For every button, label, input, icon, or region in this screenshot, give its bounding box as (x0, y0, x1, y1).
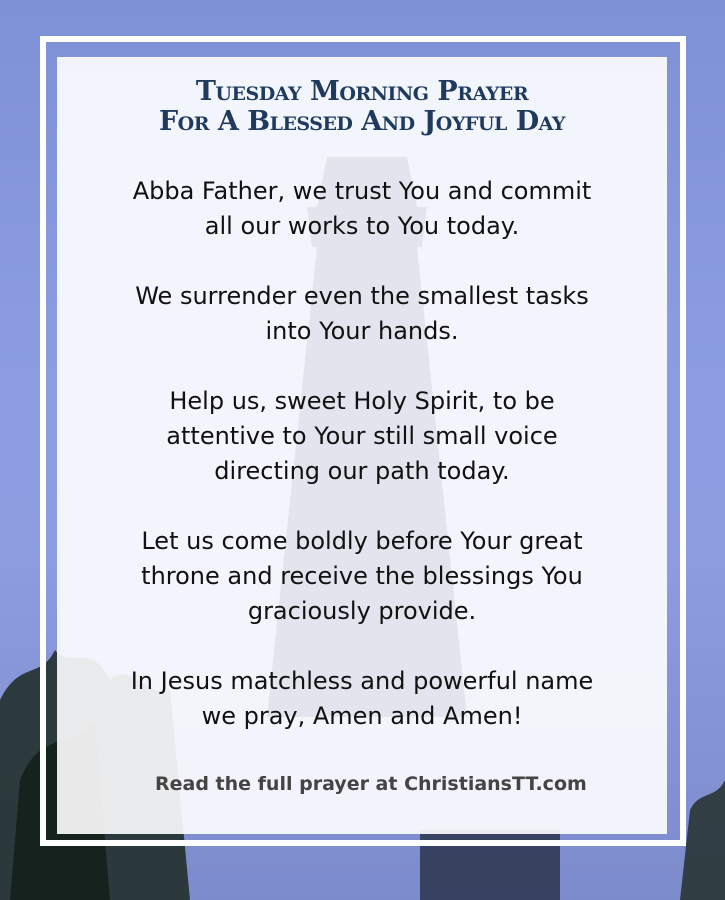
prayer-line: Abba Father, we trust You and commit (132, 177, 592, 205)
prayer-paragraph-5 (57, 664, 667, 734)
footer-link-text: Read the full prayer at ChristiansTT.com (155, 773, 587, 795)
prayer-paragraph-2 (57, 279, 667, 349)
prayer-line: throne and receive the blessings You (141, 562, 583, 590)
prayer-line: all our works to You today. (204, 212, 520, 240)
title-line-1: Tuesday Morning Prayer (195, 76, 529, 107)
prayer-line: attentive to Your still small voice (166, 422, 558, 450)
prayer-line: we pray, Amen and Amen! (201, 702, 523, 730)
prayer-line: In Jesus matchless and powerful name (130, 667, 594, 695)
prayer-line: graciously provide. (247, 597, 477, 625)
prayer-line: Help us, sweet Holy Spirit, to be (169, 387, 555, 415)
prayer-line: directing our path today. (214, 457, 510, 485)
prayer-line: Let us come boldly before Your great (141, 527, 583, 555)
title-line-2: For A Blessed And Joyful Day (159, 106, 565, 137)
prayer-line: We surrender even the smallest tasks (135, 282, 589, 310)
prayer-paragraph-4 (57, 524, 667, 629)
page-title (57, 77, 667, 137)
prayer-line: into Your hands. (265, 317, 459, 345)
prayer-card (57, 57, 667, 834)
prayer-paragraph-1 (57, 174, 667, 244)
prayer-text (57, 174, 667, 769)
prayer-paragraph-3 (57, 384, 667, 489)
